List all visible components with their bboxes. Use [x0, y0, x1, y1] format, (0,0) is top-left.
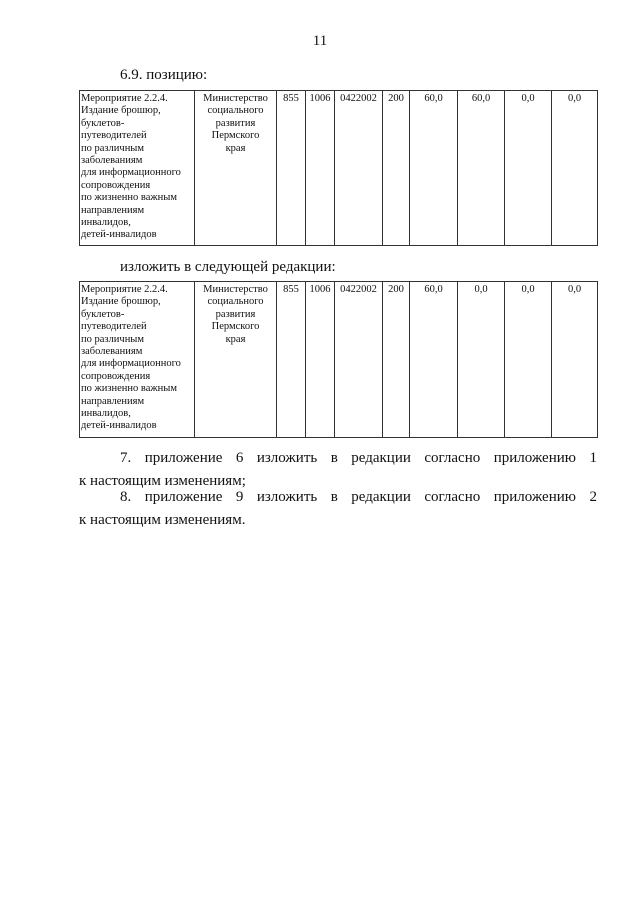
measure-name-cell: [80, 91, 195, 246]
ministry-line: края: [225, 142, 246, 154]
item-7-first-line: [79, 447, 597, 470]
measure-name-line: для информационного: [81, 358, 181, 370]
measure-name-line: по различным: [81, 333, 145, 345]
item-7-word: 7.: [120, 450, 132, 466]
measure-name-line: сопровождения: [81, 370, 151, 382]
item-7-word: приложение: [144, 450, 223, 466]
old-position-table: [79, 90, 598, 246]
measure-name-line: детей-инвалидов: [81, 420, 157, 432]
item-8-second-line: к настоящим изменениям.: [79, 512, 246, 528]
measure-name-line: по различным: [81, 142, 145, 154]
ministry-line: развития: [215, 117, 256, 129]
measure-name-line: для информационного: [81, 167, 181, 179]
expense-type-cell: 200: [383, 282, 410, 438]
value-cell-3: 0,0: [505, 282, 552, 438]
admin-code-cell: 855: [277, 91, 306, 246]
table-row: [80, 282, 598, 438]
item-7-second-line: к настоящим изменениям;: [79, 473, 246, 489]
measure-name-line: Мероприятие 2.2.4.: [81, 93, 168, 104]
value-cell-3: 0,0: [505, 91, 552, 246]
item-7-word: приложению: [493, 450, 576, 466]
measure-name-line: детей-инвалидов: [81, 229, 157, 241]
item-8-word: приложению: [493, 489, 576, 505]
section-code-cell: 1006: [306, 91, 335, 246]
item-8-word: редакции: [351, 489, 411, 505]
ministry-line: Министерство: [203, 93, 268, 104]
item-7-word: 6: [235, 450, 244, 466]
item-7-word: редакции: [351, 450, 411, 466]
measure-name-line: Издание брошюр,: [81, 105, 161, 117]
item-7-word: согласно: [424, 450, 481, 466]
ministry-line: Пермского: [211, 130, 260, 142]
new-position-table: [79, 281, 598, 438]
measure-name-cell: [80, 282, 195, 438]
measure-name-line: по жизненно важным: [81, 192, 177, 204]
intro-position-text: 6.9. позицию:: [120, 67, 208, 83]
page-number: 11: [312, 33, 328, 49]
measure-name-line: буклетов-: [81, 308, 125, 320]
expense-type-cell: 200: [383, 91, 410, 246]
item-7-word: 1: [589, 450, 597, 466]
item-8-word: 8.: [120, 489, 132, 505]
measure-name-line: Мероприятие 2.2.4.: [81, 284, 168, 295]
item-8-word: 2: [589, 489, 597, 505]
measure-name-line: путеводителей: [81, 130, 147, 142]
value-cell-4: 0,0: [552, 282, 598, 438]
ministry-line: социального: [207, 105, 264, 117]
ministry-line: развития: [215, 308, 256, 320]
value-cell-4: 0,0: [552, 91, 598, 246]
value-cell-2: 0,0: [458, 282, 505, 438]
ministry-cell: [195, 91, 277, 246]
target-code-cell: 0422002: [335, 91, 383, 246]
ministry-line: Министерство: [203, 284, 268, 295]
table-row: [80, 91, 598, 246]
measure-name-line: направлениям: [81, 204, 145, 216]
ministry-cell: [195, 282, 277, 438]
ministry-line: Пермского: [211, 321, 260, 333]
item-8-word: приложение: [144, 489, 223, 505]
item-8-paragraph: [79, 486, 597, 532]
item-8-first-line: [79, 486, 597, 509]
item-8-word: согласно: [424, 489, 481, 505]
measure-name-line: Издание брошюр,: [81, 296, 161, 308]
measure-name-line: по жизненно важным: [81, 383, 177, 395]
ministry-line: края: [225, 333, 246, 345]
measure-name-line: заболеваниям: [81, 346, 143, 358]
measure-name-line: заболеваниям: [81, 155, 143, 167]
measure-name-line: сопровождения: [81, 179, 151, 191]
ministry-line: социального: [207, 296, 264, 308]
measure-name-line: буклетов-: [81, 117, 125, 129]
measure-name-line: инвалидов,: [81, 408, 131, 420]
admin-code-cell: 855: [277, 282, 306, 438]
item-7-word: в: [330, 450, 338, 466]
value-cell-1: 60,0: [410, 91, 458, 246]
item-8-word: изложить: [256, 489, 318, 505]
target-code-cell: 0422002: [335, 282, 383, 438]
item-8-word: 9: [235, 489, 244, 505]
intro-new-edition-text: изложить в следующей редакции:: [120, 259, 336, 275]
measure-name-line: путеводителей: [81, 321, 147, 333]
section-code-cell: 1006: [306, 282, 335, 438]
measure-name-line: направлениям: [81, 395, 145, 407]
item-8-word: в: [330, 489, 338, 505]
measure-name-line: инвалидов,: [81, 217, 131, 229]
value-cell-1: 60,0: [410, 282, 458, 438]
item-7-word: изложить: [256, 450, 318, 466]
value-cell-2: 60,0: [458, 91, 505, 246]
